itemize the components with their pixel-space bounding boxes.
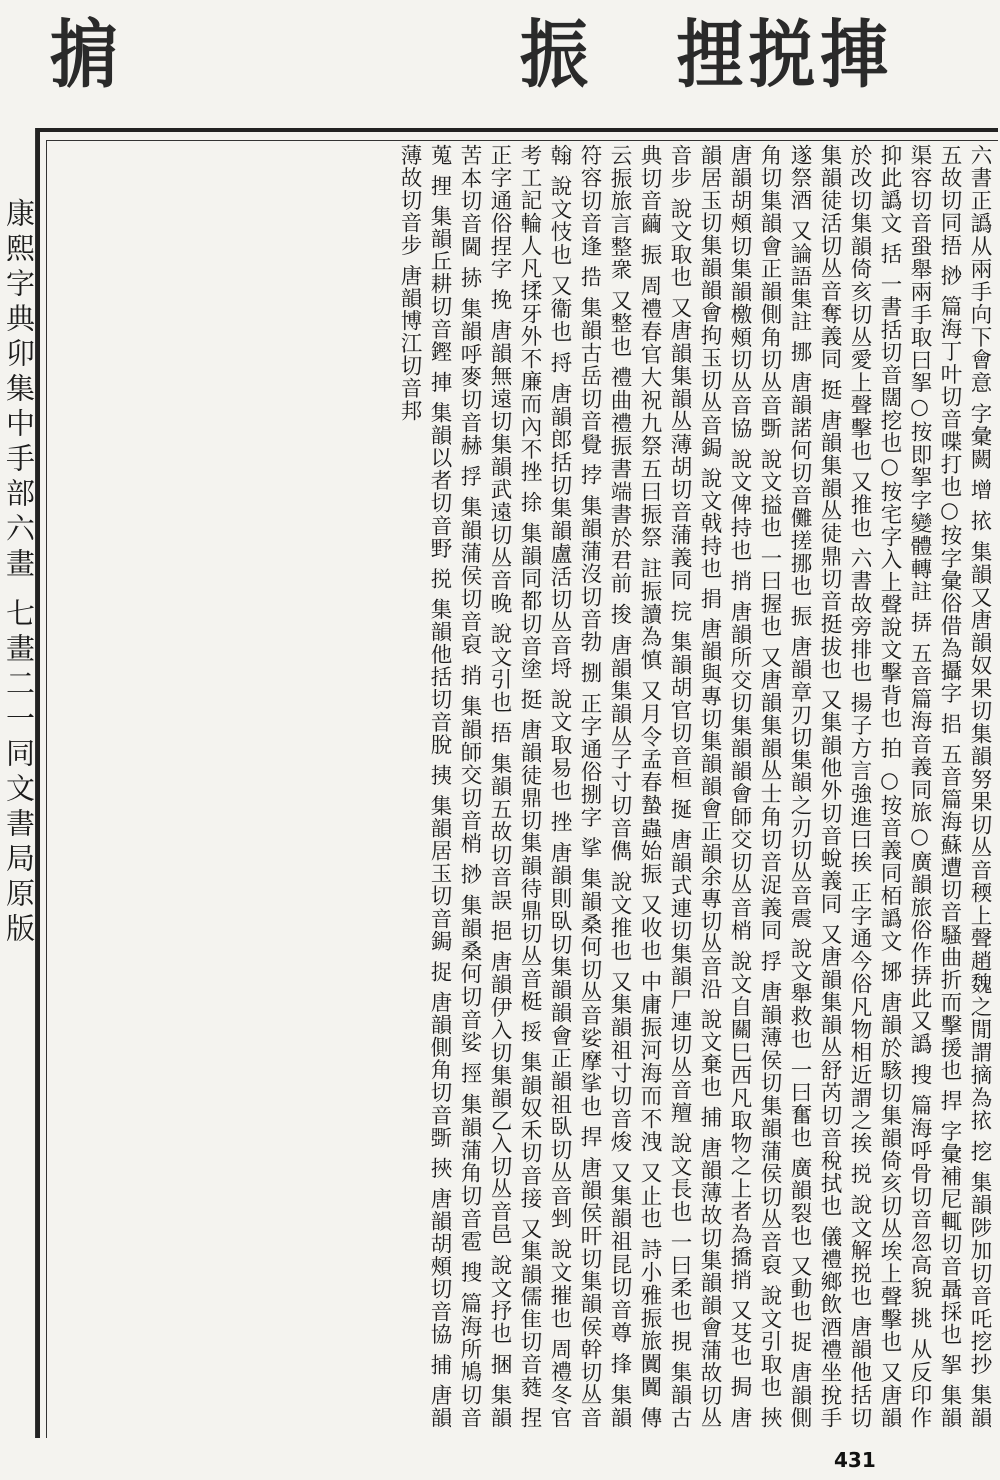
entry-block: 挐 集韻渠容切音蛩舉兩手取曰挐○按即挐字變體轉註 挵 五音篇海音義同旅○廣韻旅俗作挵此又譌 搜 篇海呼骨切音忽高貌 挑 从反印作抑此譌文 括 一書括切音闊挖也○按宅字入上聲說文擊背也 拍 ○按音義同栢譌文 [877,144,962,1429]
book-title: 康熙字典 [2,198,36,338]
entry-block: 挹 唐韻伊入切集韻乙入切丛音邑 說文抒也 捆 集韻苦本切音閫 捇 集韻呼麥切音赫 捊 集韻蒲侯切音裒 捎 集韻師交切音梢 挱 集韻桑何切音娑 挳 集韻蒲角切音雹 [457,144,512,1429]
entry-block: 搜 篇海所鳩切音蒐 捚 集韻丘耕切音鏗 捙 集韻以者切音野 捝 集韻他括切音脫 挗 集韻居玉切音鋦 捉 唐韻側角切音斲 挾 唐韻胡頰切音協 捕 唐韻薄故切音步 唐韻博江切音邦 [397,144,482,1429]
stroke-label: 六畫 七畫 [2,513,36,669]
radical-label: 手部 [2,443,36,513]
dictionary-body-text [54,144,994,1429]
entry-block: 挺 唐韻集韻丛徒鼎切音挺拔也 又集韻他外切音蛻義同 又唐韻集韻丛舒芮切音稅拭也 儀禮鄉飲酒禮坐挩手遂祭酒 又論語集註 挪 唐韻諾何切音儺搓挪也 振 唐韻章刃切集韻之刃切丛音震 說文舉救也 一曰奮也 廣韻裂也 又動也 [787,144,842,1429]
entry-block: 捎 唐韻所交切集韻韻會師交切丛音梢 說文自關巳西凡取物之上者為撟捎 又芟也 挶 唐韻居玉切集韻韻會拘玉切丛音鋦 說文戟持也 捐 唐韻與專切集韻韻會正韻余專切丛音沿 說文棄也 [697,144,752,1429]
entry-block: 振 周禮春官大祝九祭五曰振祭 註振讀為慎 又月令孟春蟄蟲始振 又收也 中庸振河海而不洩 又止也 詩小雅振旅闐闐 傳云振旅言整衆 又整也 禮曲禮振書端書於君前 [607,144,662,1429]
margin-text [2,198,36,1428]
seal-glyph-right: 捚捝捙 [676,11,893,99]
volume-label: 卯集中 [2,338,36,443]
entry-block: 捉 唐韻側角切集韻會正韻側角切丛音斲 說文搤也 一曰握也 又唐韻集韻丛士角切音浞義同 捊 唐韻薄侯切集韻蒲侯切丛音裒 說文引取也 挾 唐韻胡頰切集韻檄頰切丛音協 說文俾持也 [727,144,812,1429]
seal-script-header [0,0,1000,120]
entry-block: 捈 集韻同都切音塗 挺 唐韻徒鼎切集韻待鼎切丛音梃 挼 集韻奴禾切音接 又集韻儒隹切音蕤 捏 正字通俗捏字 挽 唐韻無遠切集韻武遠切丛音晚 說文引也 捂 集韻五故切音誤 [487,144,542,1429]
dictionary-text-frame [36,128,998,1438]
seal-glyph-left: 掮 [50,11,123,99]
seal-glyph-center: 振 [520,11,593,99]
entry-block: 捕 唐韻薄故切集韻韻會蒲故切丛音步 說文取也 又唐韻集韻丛薄胡切音蒲義同 捖 集韻胡官切音桓 挻 唐韻式連切集韻尸連切丛音羶 說文長也 一曰柔也 挸 集韻古典切音繭 [637,144,722,1429]
entry-block: 六書正譌从兩手向下會意 字彙闕 增 挔 集韻又唐韻奴果切集韻努果切丛音稬上聲趙魏之閒謂摘為挔 挖 集韻陟加切音吒挖抄 集韻五故切同捂 挱 篇海丁叶切音喋打也○按字彙俗借為攝字 捛 五音篇海蘇遭切音騷曲折而擊援也 捍 字彙補尼輒切音聶採也 [937,144,992,1429]
publisher-label: 同文書局原版 [2,738,36,949]
entry-block: 捘 唐韻集韻丛子寸切音儁 說文推也 又集韻祖寸切音焌 又集韻祖昆切音尊 捀 集韻符容切音逢 捁 集韻古岳切音覺 挬 集韻蒲沒切音勃 捌 正字通俗捌字 挲 集韻桑何切丛音娑摩挲也 [577,144,632,1429]
entry-block: 捍 唐韻侯旰切集韻侯幹切丛音翰 說文忮也 又衞也 捋 唐韻郎括切集韻盧活切丛音埒 說文取易也 挫 唐韻則臥切集韻韻會正韻祖臥切丛音剉 說文摧也 周禮冬官考工記輪人凡揉牙外不廉而內不挫 [517,144,602,1429]
page-margin-column [0,128,36,1438]
entry-block: 捓 唐韻於駭切集韻倚亥切丛埃上聲擊也 又唐韻於改切集韻倚亥切丛愛上聲擊也 又推也 六書故旁排也 揚子方言強進曰挨 正字通今俗凡物相近謂之挨 捝 說文解捝也 唐韻他括切集韻徒活切丛音奪義同 [817,144,902,1429]
leaf-number: 二一 [2,668,36,739]
page-number: 431 [834,1448,876,1472]
